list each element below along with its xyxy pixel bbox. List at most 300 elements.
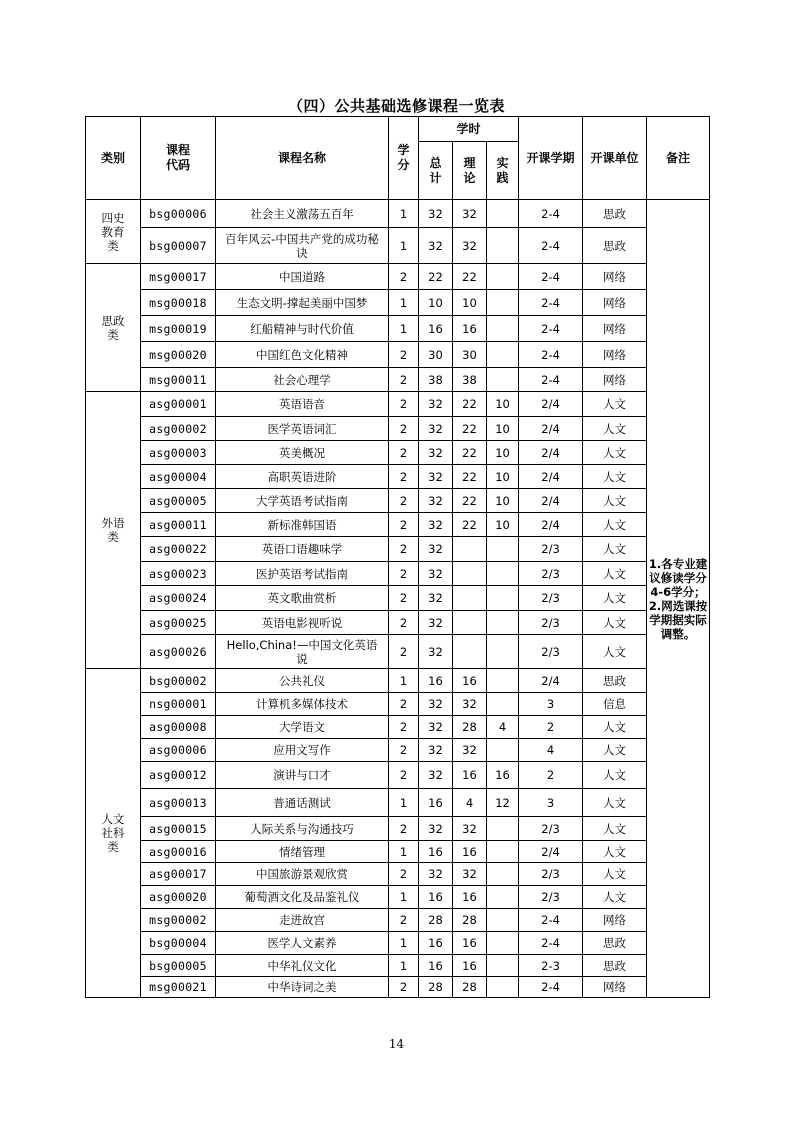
course-code-cell: asg00006 [141,739,216,762]
course-theory-cell [453,611,487,635]
table-row [86,863,710,886]
course-total-cell: 32 [419,392,453,417]
page-number: 14 [388,1037,405,1051]
course-practice-cell: 10 [487,392,519,417]
course-total-cell: 16 [419,841,453,863]
course-unit-cell: 思政 [583,669,647,693]
table-row [86,228,710,264]
course-unit-cell: 信息 [583,693,647,716]
course-name-cell: 英美概况 [216,441,389,465]
course-credit-cell: 2 [389,264,419,290]
course-credit-cell: 2 [389,739,419,762]
course-unit-cell: 人文 [583,716,647,739]
course-term-cell: 2-4 [519,368,583,392]
course-code-cell: asg00004 [141,465,216,489]
course-theory-cell: 22 [453,489,487,513]
course-theory-cell: 10 [453,290,487,316]
course-unit-cell: 人文 [583,513,647,537]
course-practice-cell [487,817,519,841]
course-credit-cell: 1 [389,841,419,863]
course-theory-cell: 16 [453,841,487,863]
course-practice-cell: 12 [487,789,519,817]
course-name-cell: 计算机多媒体技术 [216,693,389,716]
course-total-cell: 32 [419,228,453,264]
course-practice-cell [487,693,519,716]
course-term-cell: 2/3 [519,586,583,611]
course-name-cell: 应用文写作 [216,739,389,762]
course-code-cell: msg00020 [141,342,216,368]
course-term-cell: 2/4 [519,417,583,441]
table-row [86,716,710,739]
course-name-cell: 英文歌曲赏析 [216,586,389,611]
course-code-cell: msg00017 [141,264,216,290]
course-unit-cell: 人文 [583,762,647,789]
course-term-cell: 2-3 [519,955,583,977]
course-practice-cell [487,863,519,886]
course-practice-cell: 16 [487,762,519,789]
course-practice-cell [487,739,519,762]
course-theory-cell: 16 [453,955,487,977]
course-credit-cell: 1 [389,228,419,264]
table-row [86,817,710,841]
course-code-cell: msg00011 [141,368,216,392]
course-name-cell: 中国红色文化精神 [216,342,389,368]
table-row [86,635,710,669]
course-practice-cell: 10 [487,489,519,513]
course-term-cell: 2 [519,716,583,739]
course-total-cell: 32 [419,417,453,441]
course-name-cell: 新标准韩国语 [216,513,389,537]
course-total-cell: 16 [419,669,453,693]
course-theory-cell: 22 [453,465,487,489]
table-row [86,909,710,932]
table-row [86,392,710,417]
table-row [86,932,710,955]
course-total-cell: 32 [419,489,453,513]
course-unit-cell: 网络 [583,342,647,368]
page-title: （四）公共基础选修课程一览表 [287,97,505,115]
course-code-cell: asg00016 [141,841,216,863]
course-theory-cell: 38 [453,368,487,392]
category-cell: 思政类 [86,264,141,392]
course-term-cell: 2/3 [519,562,583,586]
course-unit-cell: 人文 [583,586,647,611]
course-credit-cell: 1 [389,290,419,316]
course-credit-cell: 2 [389,342,419,368]
course-total-cell: 16 [419,316,453,342]
course-credit-cell: 1 [389,789,419,817]
course-code-cell: bsg00004 [141,932,216,955]
course-credit-cell: 2 [389,417,419,441]
course-theory-cell: 16 [453,669,487,693]
course-unit-cell: 人文 [583,635,647,669]
course-credit-cell: 2 [389,635,419,669]
course-unit-cell: 人文 [583,465,647,489]
course-code-cell: bsg00005 [141,955,216,977]
course-name-cell: 情绪管理 [216,841,389,863]
header-code: 课程代码 [141,117,216,200]
course-credit-cell: 1 [389,316,419,342]
course-credit-cell: 1 [389,200,419,228]
course-code-cell: asg00025 [141,611,216,635]
course-theory-cell [453,537,487,562]
course-code-cell: msg00018 [141,290,216,316]
course-theory-cell: 22 [453,392,487,417]
course-term-cell: 2-4 [519,977,583,998]
course-theory-cell: 22 [453,417,487,441]
course-name-cell: 大学语文 [216,716,389,739]
table-row [86,977,710,998]
table-row [86,417,710,441]
course-total-cell: 16 [419,789,453,817]
course-unit-cell: 人文 [583,817,647,841]
course-unit-cell: 思政 [583,932,647,955]
table-row [86,316,710,342]
course-practice-cell: 10 [487,465,519,489]
course-practice-cell [487,342,519,368]
course-total-cell: 16 [419,932,453,955]
course-theory-cell [453,635,487,669]
course-unit-cell: 网络 [583,368,647,392]
course-theory-cell: 16 [453,932,487,955]
course-practice-cell: 10 [487,513,519,537]
course-total-cell: 32 [419,441,453,465]
course-theory-cell: 30 [453,342,487,368]
course-term-cell: 2/3 [519,863,583,886]
course-practice-cell [487,955,519,977]
course-total-cell: 28 [419,909,453,932]
course-unit-cell: 网络 [583,977,647,998]
course-total-cell: 32 [419,537,453,562]
course-term-cell: 3 [519,789,583,817]
course-total-cell: 22 [419,264,453,290]
course-total-cell: 16 [419,955,453,977]
table-row [86,441,710,465]
course-credit-cell: 2 [389,863,419,886]
course-name-cell: 社会主义激荡五百年 [216,200,389,228]
course-unit-cell: 人文 [583,863,647,886]
course-name-cell: 演讲与口才 [216,762,389,789]
course-unit-cell: 网络 [583,264,647,290]
course-name-cell: 走进故宫 [216,909,389,932]
course-total-cell: 32 [419,611,453,635]
course-total-cell: 32 [419,513,453,537]
course-theory-cell: 28 [453,909,487,932]
course-credit-cell: 1 [389,669,419,693]
header-term: 开课学期 [519,117,583,200]
course-term-cell: 2-4 [519,200,583,228]
header-notes: 备注 [647,117,710,200]
course-practice-cell [487,200,519,228]
course-code-cell: asg00001 [141,392,216,417]
course-unit-cell: 人文 [583,886,647,909]
course-unit-cell: 人文 [583,392,647,417]
course-name-cell: 葡萄酒文化及品鉴礼仪 [216,886,389,909]
course-code-cell: asg00013 [141,789,216,817]
course-code-cell: bsg00002 [141,669,216,693]
course-term-cell: 2/4 [519,513,583,537]
table-row [86,537,710,562]
course-table-body [86,200,710,998]
course-name-cell: 百年风云-中国共产党的成功秘诀 [216,228,389,264]
course-credit-cell: 2 [389,368,419,392]
course-credit-cell: 2 [389,762,419,789]
category-cell: 外语类 [86,392,141,669]
table-row [86,513,710,537]
course-term-cell: 2-4 [519,342,583,368]
course-code-cell: nsg00001 [141,693,216,716]
course-unit-cell: 思政 [583,228,647,264]
elective-course-table [85,116,710,998]
course-code-cell: asg00017 [141,863,216,886]
course-credit-cell: 2 [389,562,419,586]
table-row [86,789,710,817]
table-row [86,342,710,368]
course-theory-cell: 22 [453,264,487,290]
course-theory-cell: 32 [453,693,487,716]
header-unit: 开课单位 [583,117,647,200]
header-name: 课程名称 [216,117,389,200]
course-total-cell: 38 [419,368,453,392]
course-practice-cell [487,264,519,290]
course-name-cell: 英语语音 [216,392,389,417]
course-term-cell: 2-4 [519,228,583,264]
course-code-cell: asg00022 [141,537,216,562]
course-name-cell: 中国道路 [216,264,389,290]
course-name-cell: 生态文明-撑起美丽中国梦 [216,290,389,316]
course-term-cell: 2-4 [519,909,583,932]
course-term-cell: 2/4 [519,392,583,417]
course-total-cell: 32 [419,693,453,716]
course-credit-cell: 2 [389,441,419,465]
course-theory-cell: 32 [453,200,487,228]
course-name-cell: 高职英语进阶 [216,465,389,489]
course-theory-cell: 28 [453,977,487,998]
course-credit-cell: 2 [389,977,419,998]
table-row [86,886,710,909]
course-term-cell: 2/4 [519,669,583,693]
course-name-cell: 人际关系与沟通技巧 [216,817,389,841]
table-row [86,739,710,762]
course-practice-cell [487,586,519,611]
course-practice-cell [487,316,519,342]
course-practice-cell [487,290,519,316]
course-theory-cell [453,562,487,586]
course-term-cell: 2/3 [519,886,583,909]
course-credit-cell: 1 [389,932,419,955]
course-credit-cell: 2 [389,716,419,739]
course-name-cell: 中华礼仪文化 [216,955,389,977]
course-term-cell: 2/4 [519,841,583,863]
course-theory-cell: 32 [453,817,487,841]
course-name-cell: 英语口语趣味学 [216,537,389,562]
course-theory-cell: 22 [453,513,487,537]
course-credit-cell: 2 [389,392,419,417]
header-credit: 学分 [389,117,419,200]
course-theory-cell: 16 [453,316,487,342]
course-theory-cell: 32 [453,739,487,762]
course-theory-cell: 32 [453,228,487,264]
course-credit-cell: 1 [389,886,419,909]
header-hours-theory: 理论 [453,142,487,200]
course-name-cell: Hello,China!—中国文化英语说 [216,635,389,669]
course-unit-cell: 思政 [583,955,647,977]
course-unit-cell: 网络 [583,290,647,316]
course-practice-cell [487,909,519,932]
course-name-cell: 医学英语词汇 [216,417,389,441]
course-name-cell: 中华诗词之美 [216,977,389,998]
course-practice-cell [487,841,519,863]
course-name-cell: 公共礼仪 [216,669,389,693]
course-practice-cell [487,669,519,693]
course-code-cell: bsg00007 [141,228,216,264]
course-term-cell: 2/3 [519,817,583,841]
course-term-cell: 2/3 [519,635,583,669]
course-total-cell: 32 [419,562,453,586]
course-term-cell: 3 [519,693,583,716]
course-practice-cell: 10 [487,417,519,441]
course-practice-cell [487,977,519,998]
table-row [86,669,710,693]
course-code-cell: bsg00006 [141,200,216,228]
course-code-cell: asg00023 [141,562,216,586]
course-code-cell: asg00012 [141,762,216,789]
course-total-cell: 32 [419,586,453,611]
course-unit-cell: 人文 [583,841,647,863]
course-theory-cell: 28 [453,716,487,739]
course-name-cell: 中国旅游景观欣赏 [216,863,389,886]
course-code-cell: asg00003 [141,441,216,465]
course-code-cell: asg00005 [141,489,216,513]
table-row [86,762,710,789]
course-name-cell: 红船精神与时代价值 [216,316,389,342]
table-row [86,611,710,635]
course-term-cell: 2/4 [519,441,583,465]
notes-cell: 1.各专业建议修读学分4-6学分；2.网选课按学期据实际调整。 [647,200,710,998]
course-code-cell: asg00008 [141,716,216,739]
course-total-cell: 32 [419,762,453,789]
course-credit-cell: 2 [389,817,419,841]
course-code-cell: asg00024 [141,586,216,611]
table-row [86,562,710,586]
course-credit-cell: 2 [389,465,419,489]
table-row [86,368,710,392]
course-code-cell: msg00019 [141,316,216,342]
course-term-cell: 2-4 [519,316,583,342]
course-credit-cell: 2 [389,513,419,537]
table-row [86,290,710,316]
course-total-cell: 10 [419,290,453,316]
table-row [86,264,710,290]
course-unit-cell: 人文 [583,739,647,762]
course-total-cell: 16 [419,886,453,909]
course-unit-cell: 思政 [583,200,647,228]
category-cell: 四史教育类 [86,200,141,264]
course-code-cell: asg00026 [141,635,216,669]
course-practice-cell: 10 [487,441,519,465]
course-theory-cell: 4 [453,789,487,817]
course-credit-cell: 2 [389,909,419,932]
course-theory-cell: 16 [453,762,487,789]
header-hours-practice: 实践 [487,142,519,200]
course-term-cell: 2-4 [519,932,583,955]
course-name-cell: 医护英语考试指南 [216,562,389,586]
course-name-cell: 大学英语考试指南 [216,489,389,513]
course-name-cell: 社会心理学 [216,368,389,392]
course-practice-cell [487,886,519,909]
table-row [86,489,710,513]
course-code-cell: asg00011 [141,513,216,537]
course-total-cell: 28 [419,977,453,998]
course-practice-cell [487,228,519,264]
course-practice-cell: 4 [487,716,519,739]
course-unit-cell: 人文 [583,789,647,817]
course-term-cell: 2/4 [519,465,583,489]
table-row [86,693,710,716]
course-unit-cell: 人文 [583,441,647,465]
table-row [86,841,710,863]
course-theory-cell [453,586,487,611]
course-term-cell: 2/3 [519,537,583,562]
category-cell: 人文社科类 [86,669,141,998]
course-code-cell: asg00002 [141,417,216,441]
course-total-cell: 32 [419,635,453,669]
course-total-cell: 32 [419,716,453,739]
course-unit-cell: 人文 [583,562,647,586]
course-practice-cell [487,611,519,635]
course-total-cell: 32 [419,739,453,762]
course-unit-cell: 人文 [583,417,647,441]
course-total-cell: 32 [419,200,453,228]
course-code-cell: asg00015 [141,817,216,841]
course-theory-cell: 32 [453,863,487,886]
course-total-cell: 32 [419,863,453,886]
course-term-cell: 2-4 [519,264,583,290]
course-credit-cell: 2 [389,586,419,611]
course-unit-cell: 人文 [583,489,647,513]
course-credit-cell: 1 [389,955,419,977]
course-name-cell: 医学人文素养 [216,932,389,955]
course-credit-cell: 2 [389,537,419,562]
course-theory-cell: 22 [453,441,487,465]
course-term-cell: 2/4 [519,489,583,513]
course-practice-cell [487,562,519,586]
course-code-cell: asg00020 [141,886,216,909]
table-row [86,586,710,611]
course-credit-cell: 2 [389,693,419,716]
course-term-cell: 4 [519,739,583,762]
course-credit-cell: 2 [389,489,419,513]
course-total-cell: 30 [419,342,453,368]
course-practice-cell [487,635,519,669]
course-unit-cell: 网络 [583,316,647,342]
course-credit-cell: 2 [389,611,419,635]
course-total-cell: 32 [419,465,453,489]
header-hours: 学时 [419,117,519,142]
course-code-cell: msg00002 [141,909,216,932]
course-practice-cell [487,537,519,562]
header-category: 类别 [86,117,141,200]
course-code-cell: msg00021 [141,977,216,998]
course-practice-cell [487,368,519,392]
table-row [86,465,710,489]
course-theory-cell: 16 [453,886,487,909]
course-unit-cell: 人文 [583,537,647,562]
course-name-cell: 普通话测试 [216,789,389,817]
course-term-cell: 2-4 [519,290,583,316]
table-row [86,200,710,228]
course-total-cell: 32 [419,817,453,841]
